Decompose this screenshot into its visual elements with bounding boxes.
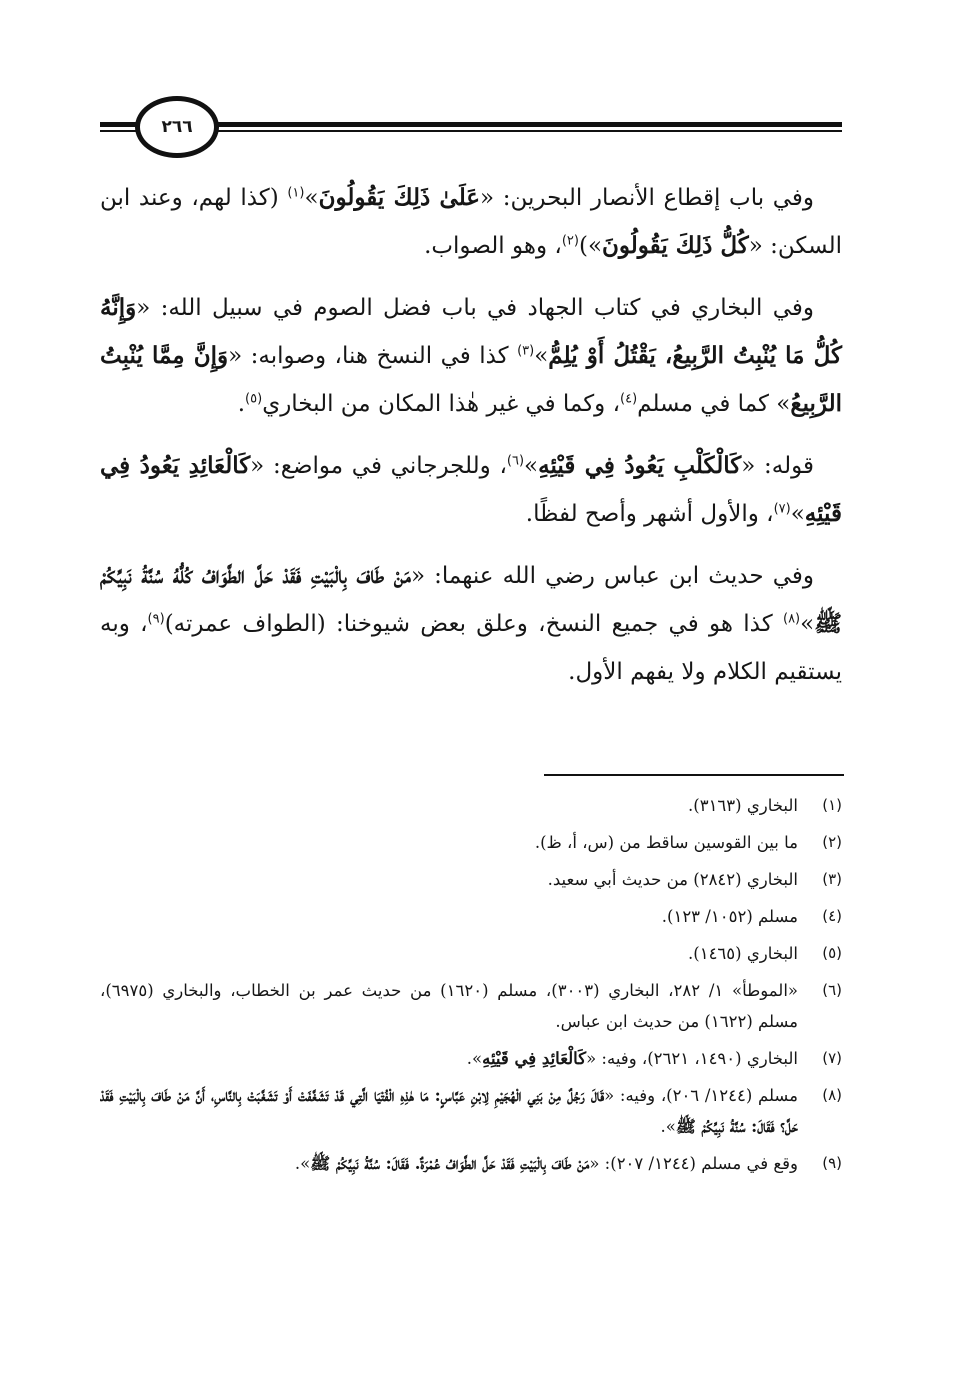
footnote-separator [544, 774, 844, 776]
text-run: . [237, 391, 246, 417]
footnote-ref[interactable]: (٧) [773, 501, 791, 517]
footnote-7 [100, 1043, 842, 1074]
footnote-number: (٩) [822, 1154, 842, 1172]
footnote-text [100, 790, 798, 821]
text-run: ». [660, 1117, 676, 1136]
hadith-quote: وَإِنَّهُ كُلُّ مَا يُنْبِتُ الرَّبِيعُ، يَقْتُلُ أَوْ يُلِمُّ [100, 294, 843, 369]
paragraph-4 [100, 552, 842, 696]
footnote-5 [100, 938, 842, 969]
text-run: مسلم (١٢٤٤/ ٢٠٦)، وفيه: « [604, 1086, 798, 1105]
text-run: ، والأول أشهر وأصح لفظًا. [525, 501, 774, 527]
footnote-3 [100, 864, 842, 895]
text-run: » [800, 611, 815, 637]
hadith-quote: مَنْ طَافَ بِالْبَيْتِ فَقَدْ حَلَّ الطَّوَافُ عُمْرَةٌ. فَقَالَ: سُنَّةُ نَبِيِّكُمْ ﷺ [310, 1154, 590, 1173]
footnote-number: (٤) [822, 907, 842, 925]
footnote-ref[interactable]: (٤) [620, 391, 638, 407]
footnote-text [100, 827, 798, 858]
text-run: ») [578, 233, 603, 259]
text-run: ، وبه يستقيم الكلام ولا يفهم الأول. [100, 611, 842, 685]
footnote-text [100, 864, 798, 895]
text-run: كذا في النسخ هنا، وصوابه: « [228, 343, 518, 369]
hadith-quote: كَالْكَلْبِ يَعُودُ فِي قَيْئِهِ [538, 452, 742, 479]
footnote-number: (٧) [822, 1049, 842, 1067]
footnote-ref[interactable]: (٦) [506, 453, 525, 469]
text-run: » [304, 185, 319, 211]
footnote-ref[interactable]: (٢) [561, 233, 579, 249]
text-run: قوله: « [741, 453, 814, 479]
footnote-number: (٥) [822, 944, 842, 962]
hadith-quote: قَالَ رَجُلٌ مِنْ بَنِي الْهُجَيْمِ لِابْنِ عَبَّاسٍ: مَا هٰذِهِ الْفُتْيَا الَّتِي قَدْ تَشَغَّفَتْ أَوْ تَشَغَّبَتْ بِالنَّاسِ، أَنَّ مَنْ طَافَ بِالْبَيْتِ فَقَدْ حَلَّ؟ فَقَالَ: سُنَّةُ نَبِيِّكُمْ ﷺ [100, 1086, 798, 1136]
footnote-ref[interactable]: (٣) [517, 343, 535, 359]
text-run: البخاري (٢٨٤٢) من حديث أبي سعيد. [547, 870, 798, 889]
paragraph-3 [100, 442, 842, 538]
footnote-6 [100, 975, 842, 1037]
footnote-ref[interactable]: (٩) [147, 611, 165, 627]
footnote-ref[interactable]: (١) [287, 185, 305, 201]
page-number: ٢٦٦ [161, 117, 193, 137]
text-run: ». [466, 1049, 483, 1068]
hadith-quote: كَالْعَائِدِ يَعُودُ فِي قَيْئِهِ [100, 452, 842, 527]
footnote-text [100, 975, 798, 1037]
text-run: ، وهو الصواب. [424, 233, 562, 259]
main-text [100, 174, 842, 710]
text-run: ، وللجرجاني في مواضع: « [250, 453, 507, 479]
footnote-4 [100, 901, 842, 932]
footnote-text [100, 938, 798, 969]
page-number-badge [135, 96, 219, 158]
footnote-text [100, 1080, 798, 1142]
text-run: ما بين القوسين ساقط من (س، أ، ظ). [534, 833, 798, 852]
text-run: » [524, 453, 539, 479]
footnote-ref[interactable]: (٥) [245, 391, 263, 407]
text-run: وقع في مسلم (١٢٤٤/ ٢٠٧): « [589, 1154, 798, 1173]
paragraph-1 [100, 174, 842, 270]
text-run: » [534, 343, 549, 369]
page-header [100, 96, 842, 176]
text-run: وفي البخاري في كتاب الجهاد في باب فضل الصوم في سبيل الله: « [136, 295, 814, 321]
footnote-number: (١) [822, 796, 842, 814]
hadith-quote: كَالْعَائِدِ فِي قَيْئِهِ [482, 1049, 587, 1068]
footnote-8 [100, 1080, 842, 1142]
text-run: (كذا لهم، وعند ابن السكن: « [100, 185, 842, 259]
hadith-quote: عَلَىٰ ذَلِكَ يَقُولُونَ [318, 184, 481, 211]
footnote-number: (٦) [822, 981, 842, 999]
footnote-1 [100, 790, 842, 821]
text-run: » [790, 501, 805, 527]
footnote-2 [100, 827, 842, 858]
text-run: كذا هو في جميع النسخ، وعلق بعض شيوخنا: (الطواف عمرته) [164, 611, 783, 637]
text-run: » كما في مسلم [637, 391, 791, 417]
footnote-number: (٨) [822, 1086, 842, 1104]
footnote-number: (٢) [822, 833, 842, 851]
paragraph-2 [100, 284, 842, 428]
text-run: وفي باب إقطاع الأنصار البحرين: « [480, 185, 814, 211]
footnote-text [100, 901, 798, 932]
text-run: البخاري (١٤٦٥). [688, 944, 798, 963]
text-run: وفي حديث ابن عباس رضي الله عنهما: « [410, 563, 814, 589]
footnote-9 [100, 1148, 842, 1179]
text-run: البخاري (٣١٦٣). [688, 796, 798, 815]
footnotes [100, 790, 842, 1185]
text-run: «الموطأ» ١/ ٢٨٢، البخاري (٣٠٠٣)، مسلم (١٦٢٠) من حديث عمر بن الخطاب، والبخاري (٦٩٧٥)، مسلم (١٦٢٢) من حديث ابن عباس. [100, 981, 799, 1031]
text-run: البخاري (١٤٩٠، ٢٦٢١)، وفيه: « [586, 1049, 798, 1068]
footnote-ref[interactable]: (٨) [782, 611, 801, 627]
footnote-number: (٣) [822, 870, 842, 888]
hadith-quote: كُلُّ ذَلِكَ يَقُولُونَ [602, 232, 749, 259]
footnote-text [100, 1148, 798, 1179]
text-run: ، وكما في غير هٰذا المكان من البخاري [262, 391, 620, 417]
hadith-quote: مَنْ طَافَ بِالْبَيْتِ فَقَدْ حَلَّ الطَّوَافُ كُلُّهُ سُنَّةُ نَبِيِّكُمْ ﷺ [100, 562, 842, 637]
hadith-quote: وَإِنَّ مِمَّا يُنْبِتُ الرَّبِيعُ [100, 342, 842, 417]
text-run: مسلم (١٠٥٢/ ١٢٣). [661, 907, 798, 926]
footnote-text [100, 1043, 798, 1074]
text-run: ». [294, 1154, 311, 1173]
